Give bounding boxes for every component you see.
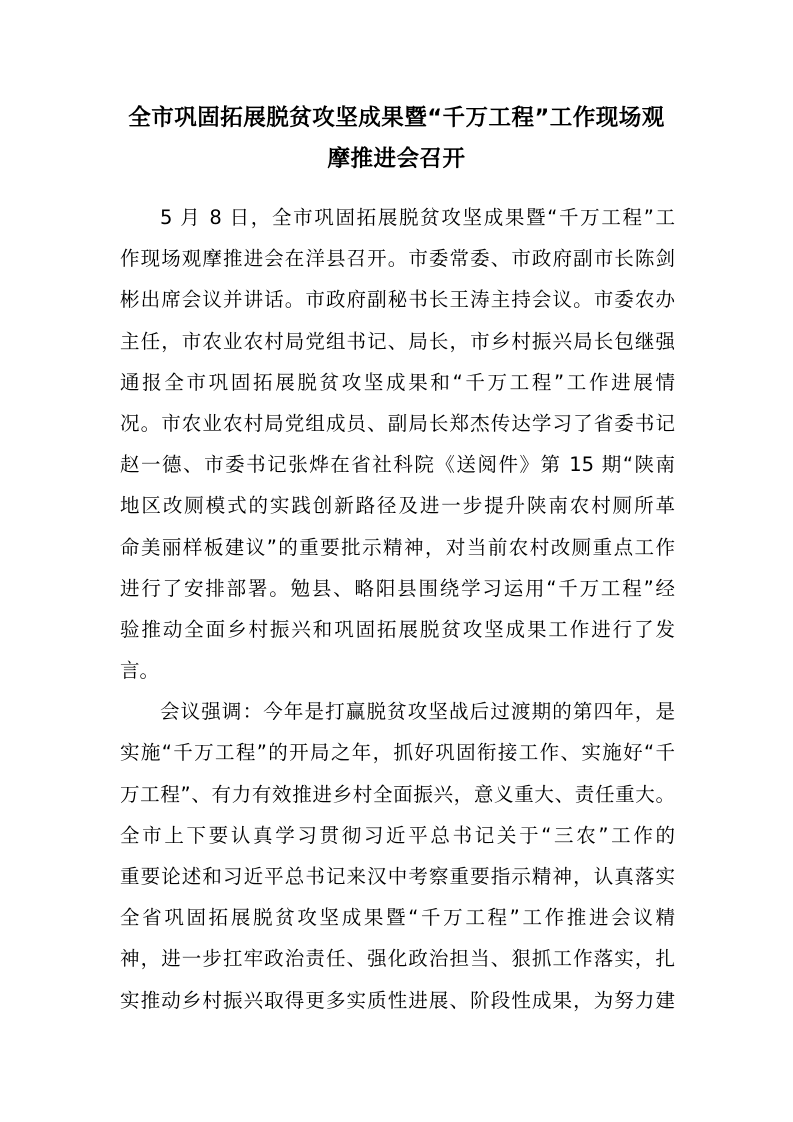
title-line-1: 全市巩固拓展脱贫攻坚成果暨“千万工程”工作现场观 (128, 105, 665, 131)
text-line: 实推动乡村振兴取得更多实质性进展、阶段性成果，为努力建 (120, 988, 675, 1012)
text-line: 况。市农业农村局党组成员、副局长郑杰传达学习了省委书记 (120, 411, 675, 435)
text-line: 地区改厕模式的实践创新路径及进一步提升陕南农村厕所革 (120, 494, 675, 518)
text-line: 全省巩固拓展脱贫攻坚成果暨“千万工程”工作推进会议精 (120, 906, 675, 930)
article-title (100, 98, 693, 180)
text-line: 5 月 8 日，全市巩固拓展脱贫攻坚成果暨“千万工程”工 (160, 206, 675, 229)
text-line: 命美丽样板建议”的重要批示精神，对当前农村改厕重点工作 (120, 535, 675, 559)
text-line: 会议强调：今年是打赢脱贫攻坚战后过渡期的第四年，是 (160, 700, 675, 724)
text-line: 作现场观摩推进会在洋县召开。市委常委、市政府副市长陈剑 (120, 247, 675, 271)
text-line: 言。 (120, 659, 160, 683)
paragraph-1 (120, 197, 675, 691)
text-line: 验推动全面乡村振兴和巩固拓展脱贫攻坚成果工作进行了发 (120, 617, 675, 641)
paragraph-2 (120, 691, 675, 1021)
text-line: 重要论述和习近平总书记来汉中考察重要指示精神，认真落实 (120, 865, 675, 888)
text-line: 赵一德、市委书记张烨在省社科院《送阅件》第 15 期“陕南 (120, 453, 675, 477)
text-line: 进行了安排部署。勉县、略阳县围绕学习运用“千万工程”经 (120, 576, 675, 600)
text-line: 主任，市农业农村局党组书记、局长，市乡村振兴局长包继强 (120, 329, 675, 353)
text-line: 通报全市巩固拓展脱贫攻坚成果和“千万工程”工作进展情 (120, 370, 675, 394)
text-line: 神，进一步扛牢政治责任、强化政治担当、狠抓工作落实，扎 (120, 947, 675, 971)
article-body (120, 197, 675, 1021)
text-line: 全市上下要认真学习贯彻习近平总书记关于“三农”工作的 (120, 823, 675, 847)
title-line-2: 摩推进会召开 (327, 146, 466, 172)
text-line: 彬出席会议并讲话。市政府副秘书长王涛主持会议。市委农办 (120, 288, 675, 312)
text-line: 实施“千万工程”的开局之年，抓好巩固衔接工作、实施好“千 (120, 741, 675, 765)
text-line: 万工程”、有力有效推进乡村全面振兴，意义重大、责任重大。 (120, 782, 675, 806)
